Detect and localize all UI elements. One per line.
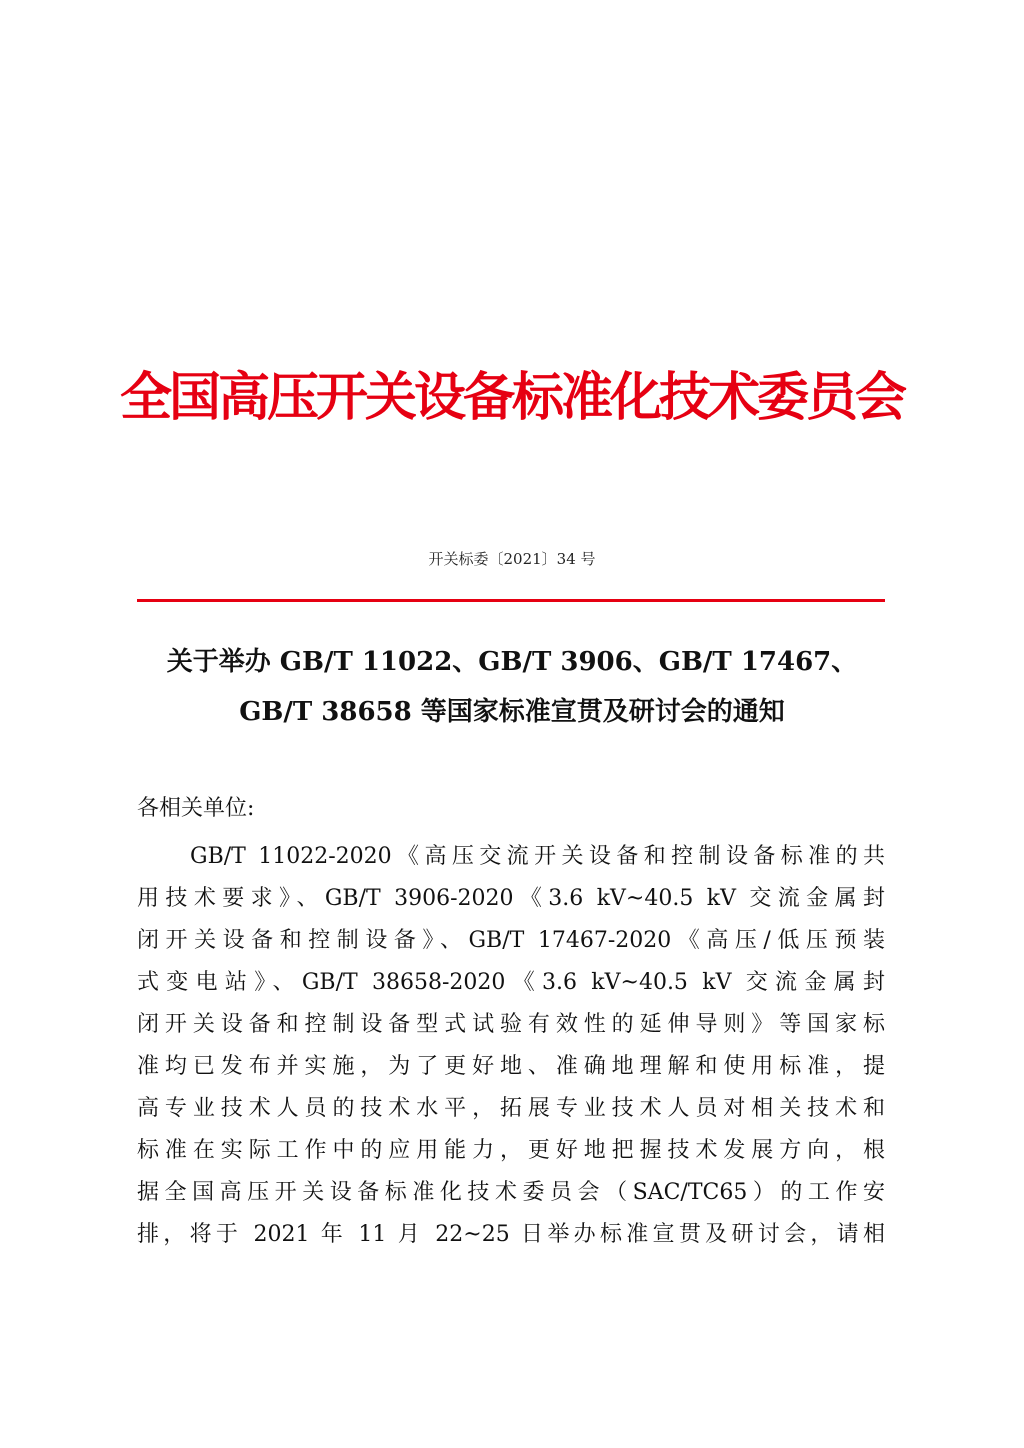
salutation: 各相关单位: (137, 796, 255, 821)
notice-title-line-1: 关于举办 GB/T 11022、GB/T 3906、GB/T 17467、 (166, 647, 858, 677)
body-line: 闭开关设备和控制设备》、GB/T 17467-2020《高压/低压预装 (137, 928, 885, 953)
body-line: GB/T 11022-2020《高压交流开关设备和控制设备标准的共 (190, 844, 885, 869)
body-line: 排，将于 2021 年 11 月 22~25 日举办标准宣贯及研讨会，请相 (137, 1222, 885, 1247)
body-line: 式变电站》、GB/T 38658-2020《3.6 kV~40.5 kV 交流金属封 (137, 970, 885, 995)
body-line: 高专业技术人员的技术水平，拓展专业技术人员对相关技术和 (137, 1096, 885, 1121)
notice-title-line-2: GB/T 38658 等国家标准宣贯及研讨会的通知 (239, 697, 785, 727)
body-line: 闭开关设备和控制设备型式试验有效性的延伸导则》等国家标 (137, 1012, 885, 1037)
organization-header: 全国高压开关设备标准化技术委员会 (119, 368, 904, 428)
body-line: 标准在实际工作中的应用能力，更好地把握技术发展方向，根 (137, 1138, 885, 1163)
body-line: 用技术要求》、GB/T 3906-2020《3.6 kV~40.5 kV 交流金属封 (137, 886, 885, 911)
body-line: 准均已发布并实施，为了更好地、准确地理解和使用标准，提 (137, 1054, 885, 1079)
body-line: 据全国高压开关设备标准化技术委员会（SAC/TC65）的工作安 (137, 1180, 885, 1205)
document-number: 开关标委〔2021〕34 号 (428, 550, 596, 568)
header-divider-rule (137, 599, 885, 602)
